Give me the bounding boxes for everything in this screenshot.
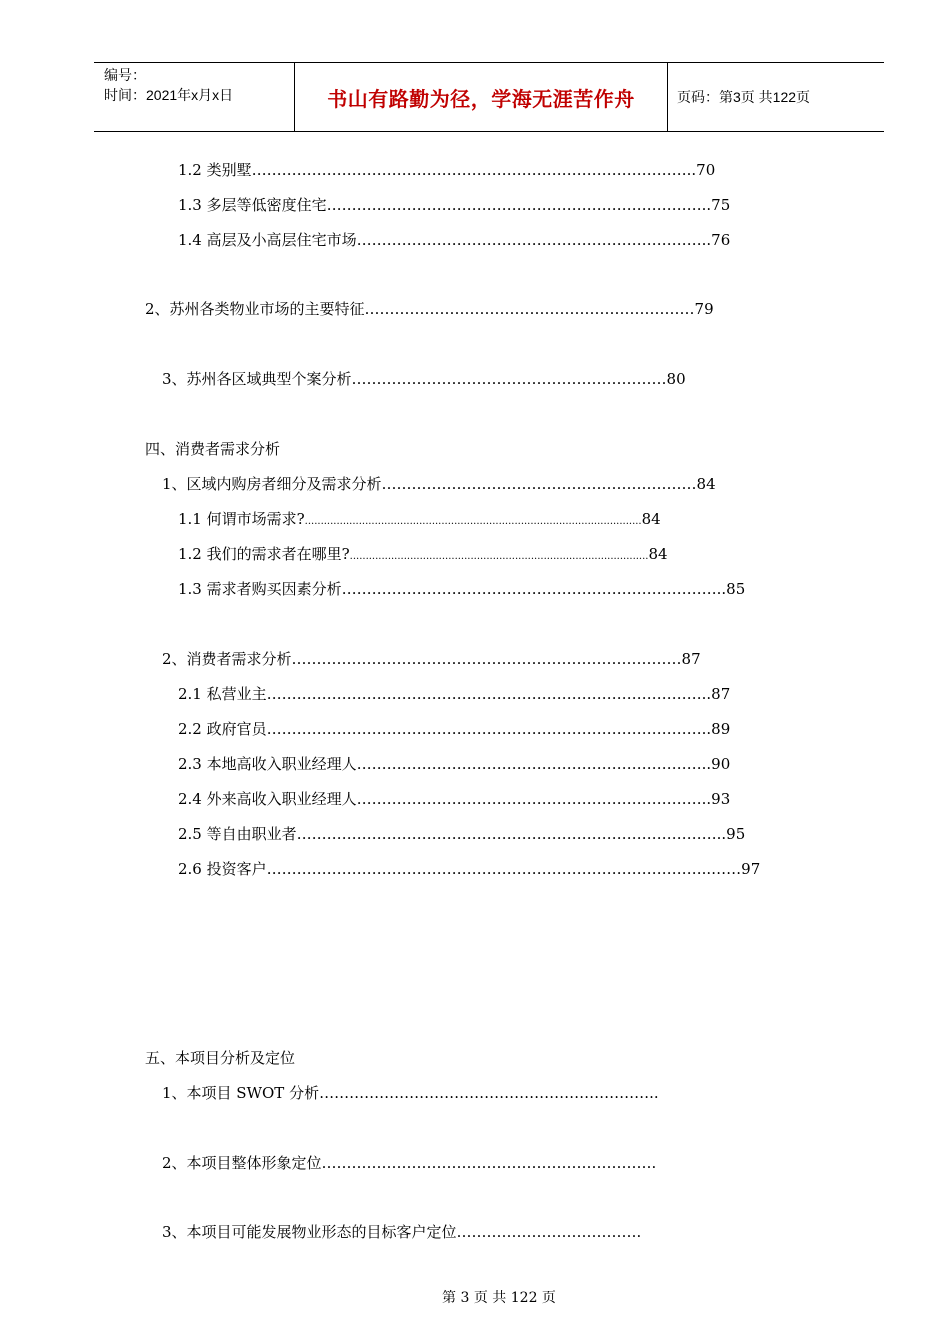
toc-entry-title: 1.2 类别墅	[178, 161, 252, 179]
toc-entry-leader: …………………………………………………………..	[319, 1084, 659, 1102]
toc-section-heading	[145, 1048, 295, 1068]
toc-entry-title: 2、苏州各类物业市场的主要特征	[145, 300, 365, 318]
toc-entry	[178, 719, 730, 739]
toc-entry-leader: ……………………………………………………………………………..……	[266, 860, 742, 878]
toc-entry-leader: ……………………………………………………………..	[356, 231, 712, 249]
toc-entry	[178, 160, 715, 180]
toc-entry-leader: ……………………………………………………………………………..	[266, 685, 712, 703]
toc-entry-title: 2、消费者需求分析	[162, 650, 292, 668]
toc-entry-page: 70	[696, 161, 716, 179]
toc-entry	[178, 195, 730, 215]
toc-entry-title: 1.2 我们的需求者在哪里?	[178, 545, 350, 563]
toc-entry	[178, 754, 730, 774]
page-header	[94, 62, 884, 132]
header-left-cell	[94, 63, 294, 131]
toc-entry	[178, 684, 730, 704]
toc-entry-leader: ……………………………………………………………..	[356, 755, 712, 773]
toc-entry	[178, 230, 730, 250]
toc-entry-page: 87	[711, 685, 731, 703]
toc-entry-page: 89	[711, 720, 731, 738]
toc-entry-title: 五、本项目分析及定位	[145, 1049, 296, 1067]
toc-entry	[178, 789, 730, 809]
toc-entry-title: 四、消费者需求分析	[145, 440, 281, 458]
toc-entry-page: 80	[666, 370, 686, 388]
toc-entry-title: 2.6 投资客户	[178, 860, 267, 878]
toc-entry-page: 84	[648, 545, 668, 563]
toc-entry-page: 95	[726, 825, 746, 843]
toc-entry-page: 84	[641, 510, 661, 528]
toc-entry-leader: ……………………………………………………………………………..	[251, 161, 697, 179]
toc-entry-leader: ..........................................................................................................	[304, 516, 642, 527]
header-right-cell	[667, 63, 884, 131]
toc-entry-page: 85	[726, 580, 746, 598]
toc-entry-title: 3、本项目可能发展物业形态的目标客户定位	[162, 1223, 457, 1241]
toc-entry-page: 90	[711, 755, 731, 773]
toc-entry	[162, 369, 686, 389]
toc-entry-page: 93	[711, 790, 731, 808]
toc-entry	[162, 1222, 641, 1242]
toc-entry-leader: ………………………………………………………	[351, 370, 667, 388]
toc-entry-title: 1.4 高层及小高层住宅市场	[178, 231, 357, 249]
toc-entry-page: 87	[681, 650, 701, 668]
toc-entry	[178, 824, 745, 844]
toc-entry-leader: ……………………………….	[456, 1223, 642, 1241]
document-time: 时间：2021年x月x日	[104, 87, 234, 103]
toc-entry-page: 76	[711, 231, 731, 249]
toc-entry	[162, 474, 716, 494]
header-middle-cell	[294, 63, 668, 131]
header-motto: 书山有路勤为径，学海无涯苦作舟	[327, 88, 635, 111]
toc-entry	[162, 1153, 656, 1173]
toc-entry-title: 1.3 多层等低密度住宅	[178, 196, 327, 214]
toc-entry-title: 2.5 等自由职业者	[178, 825, 297, 843]
toc-entry-title: 1、区域内购房者细分及需求分析	[162, 475, 382, 493]
toc-entry-page: 97	[741, 860, 761, 878]
toc-entry-leader: ………………………………………………………	[381, 475, 697, 493]
toc-entry-leader: …………………………………………………………………………..	[296, 825, 727, 843]
toc-entry-title: 2.2 政府官员	[178, 720, 267, 738]
toc-entry-page: 79	[694, 300, 714, 318]
toc-entry-page: 84	[696, 475, 716, 493]
toc-entry	[162, 1083, 659, 1103]
document-code-label: 编号：	[104, 67, 146, 83]
toc-section-heading	[145, 439, 280, 459]
toc-entry-page: 75	[711, 196, 731, 214]
toc-entry-title: 1.1 何谓市场需求?	[178, 510, 305, 528]
toc-entry-leader: ……………………………………………………………………………..	[266, 720, 712, 738]
toc-entry	[178, 544, 668, 567]
page-footer	[0, 1287, 950, 1307]
footer-page-number: 第 3 页 共 122 页	[442, 1290, 556, 1306]
toc-entry-title: 3、苏州各区域典型个案分析	[162, 370, 352, 388]
toc-entry-leader: ………………………………………………………….	[321, 1154, 657, 1172]
toc-entry	[178, 579, 745, 599]
toc-entry-title: 2、本项目整体形象定位	[162, 1154, 322, 1172]
toc-entry-leader: ……………………………………………………………………	[291, 650, 682, 668]
toc-entry-leader: …………………………………………………………………..	[326, 196, 712, 214]
toc-entry-title: 2.4 外来高收入职业经理人	[178, 790, 357, 808]
toc-entry-title: 2.1 私营业主	[178, 685, 267, 703]
toc-entry-title: 1.3 需求者购买因素分析	[178, 580, 342, 598]
toc-entry	[178, 509, 661, 532]
toc-entry-leader: …………………………………………………………………..	[341, 580, 727, 598]
toc-entry-leader: …………………………………………………………	[364, 300, 695, 318]
toc-entry	[162, 649, 701, 669]
toc-entry-title: 1、本项目 SWOT 分析	[162, 1084, 320, 1102]
toc-entry	[145, 299, 714, 319]
toc-entry	[178, 859, 760, 879]
toc-entry-title: 2.3 本地高收入职业经理人	[178, 755, 357, 773]
header-page-info: 页码：第3页 共122页	[677, 89, 811, 105]
toc-entry-leader: ……………………………………………………………..	[356, 790, 712, 808]
toc-entry-leader: ..............................................................................................	[349, 551, 649, 562]
